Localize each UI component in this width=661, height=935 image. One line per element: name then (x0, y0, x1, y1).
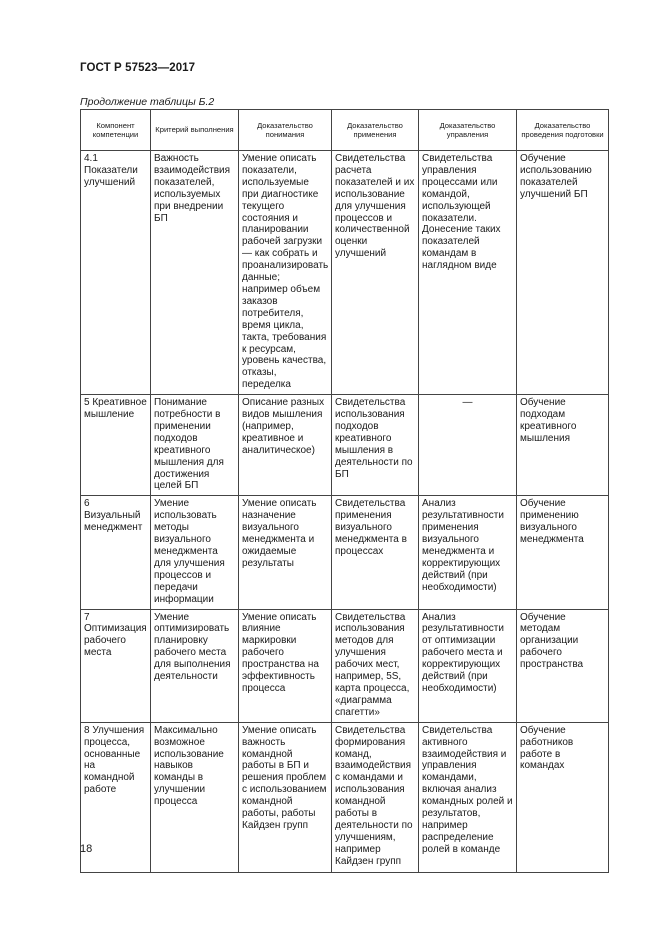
cell-criterion: Важность взаимодействия показателей, используемых при внедрении БП (151, 151, 239, 395)
table-row (81, 151, 609, 395)
cell-understanding: Умение описать важность командной работы в БП и решения проблем с использованием командной работы, работы Кайдзен групп (239, 722, 332, 872)
table-row (81, 395, 609, 496)
cell-understanding: Умение описать назначение визуального менеджмента и ожидаемые результаты (239, 496, 332, 609)
cell-application: Свидетельства применения визуального менеджмента в процессах (332, 496, 419, 609)
cell-understanding: Описание разных видов мышления (например, креативное и аналитическое) (239, 395, 332, 496)
column-header-component: Компонент компетенции (81, 110, 151, 151)
cell-application: Свидетельства расчета показателей и их использование для улучшения процессов и количественной оценки улучшений (332, 151, 419, 395)
cell-training: Обучение работников работе в командах (517, 722, 609, 872)
table-header-row (81, 110, 609, 151)
cell-training: Обучение применению визуального менеджмента (517, 496, 609, 609)
column-header-criterion: Критерий выполнения (151, 110, 239, 151)
cell-management: Анализ результативности от оптимизации рабочего места и корректирующих действий (при необходимости) (419, 609, 517, 722)
cell-application: Свидетельства формирования команд, взаимодействия с командами и использования командной работы в деятельности по улучшениям, например Кайдзен групп (332, 722, 419, 872)
competence-table (80, 109, 609, 873)
table-caption: Продолжение таблицы Б.2 (80, 96, 215, 108)
cell-component: 8 Улучшения процесса, основанные на командной работе (81, 722, 151, 872)
cell-management: — (419, 395, 517, 496)
cell-management: Свидетельства активного взаимодействия и управления командами, включая анализ командных ролей и результатов, например распределение ролей в команде (419, 722, 517, 872)
cell-criterion: Умение использовать методы визуального менеджмента для улучшения процессов и передачи информации (151, 496, 239, 609)
cell-management: Свидетельства управления процессами или командой, использующей показатели. Донесение таких показателей командам в наглядном виде (419, 151, 517, 395)
cell-training: Обучение использованию показателей улучшений БП (517, 151, 609, 395)
column-header-understanding: Доказательство понимания (239, 110, 332, 151)
cell-criterion: Максимально возможное использование навыков команды в улучшении процесса (151, 722, 239, 872)
cell-training: Обучение методам организации рабочего пространства (517, 609, 609, 722)
cell-component: 6 Визуальный менеджмент (81, 496, 151, 609)
column-header-training: Доказательство проведения подготовки (517, 110, 609, 151)
cell-criterion: Умение оптимизировать планировку рабочего места для выполнения деятельности (151, 609, 239, 722)
cell-component: 4.1 Показатели улучшений (81, 151, 151, 395)
cell-application: Свидетельства использования методов для улучшения рабочих мест, например, 5S, карта процесса, «диаграмма спагетти» (332, 609, 419, 722)
cell-criterion: Понимание потребности в применении подходов креативного мышления для достижения целей БП (151, 395, 239, 496)
table-row (81, 496, 609, 609)
cell-component: 7 Оптимизация рабочего места (81, 609, 151, 722)
cell-understanding: Умение описать показатели, используемые при диагностике текущего состояния и планировании рабочей загрузки — как собрать и проанализировать данные; например объем заказов потребителя, время цикла, такта, требования к ресурсам, уровень качества, отказы, переделка (239, 151, 332, 395)
table-row (81, 609, 609, 722)
page-number: 18 (80, 843, 93, 855)
standard-header: ГОСТ Р 57523—2017 (80, 62, 196, 74)
cell-understanding: Умение описать влияние маркировки рабочего пространства на эффективность процесса (239, 609, 332, 722)
table-row (81, 722, 609, 872)
cell-training: Обучение подходам креативного мышления (517, 395, 609, 496)
column-header-application: Доказательство применения (332, 110, 419, 151)
cell-application: Свидетельства использования подходов креативного мышления в деятельности по БП (332, 395, 419, 496)
column-header-management: Доказательство управления (419, 110, 517, 151)
cell-management: Анализ результативности применения визуального менеджмента и корректирующих действий (при необходимости) (419, 496, 517, 609)
cell-component: 5 Креативное мышление (81, 395, 151, 496)
